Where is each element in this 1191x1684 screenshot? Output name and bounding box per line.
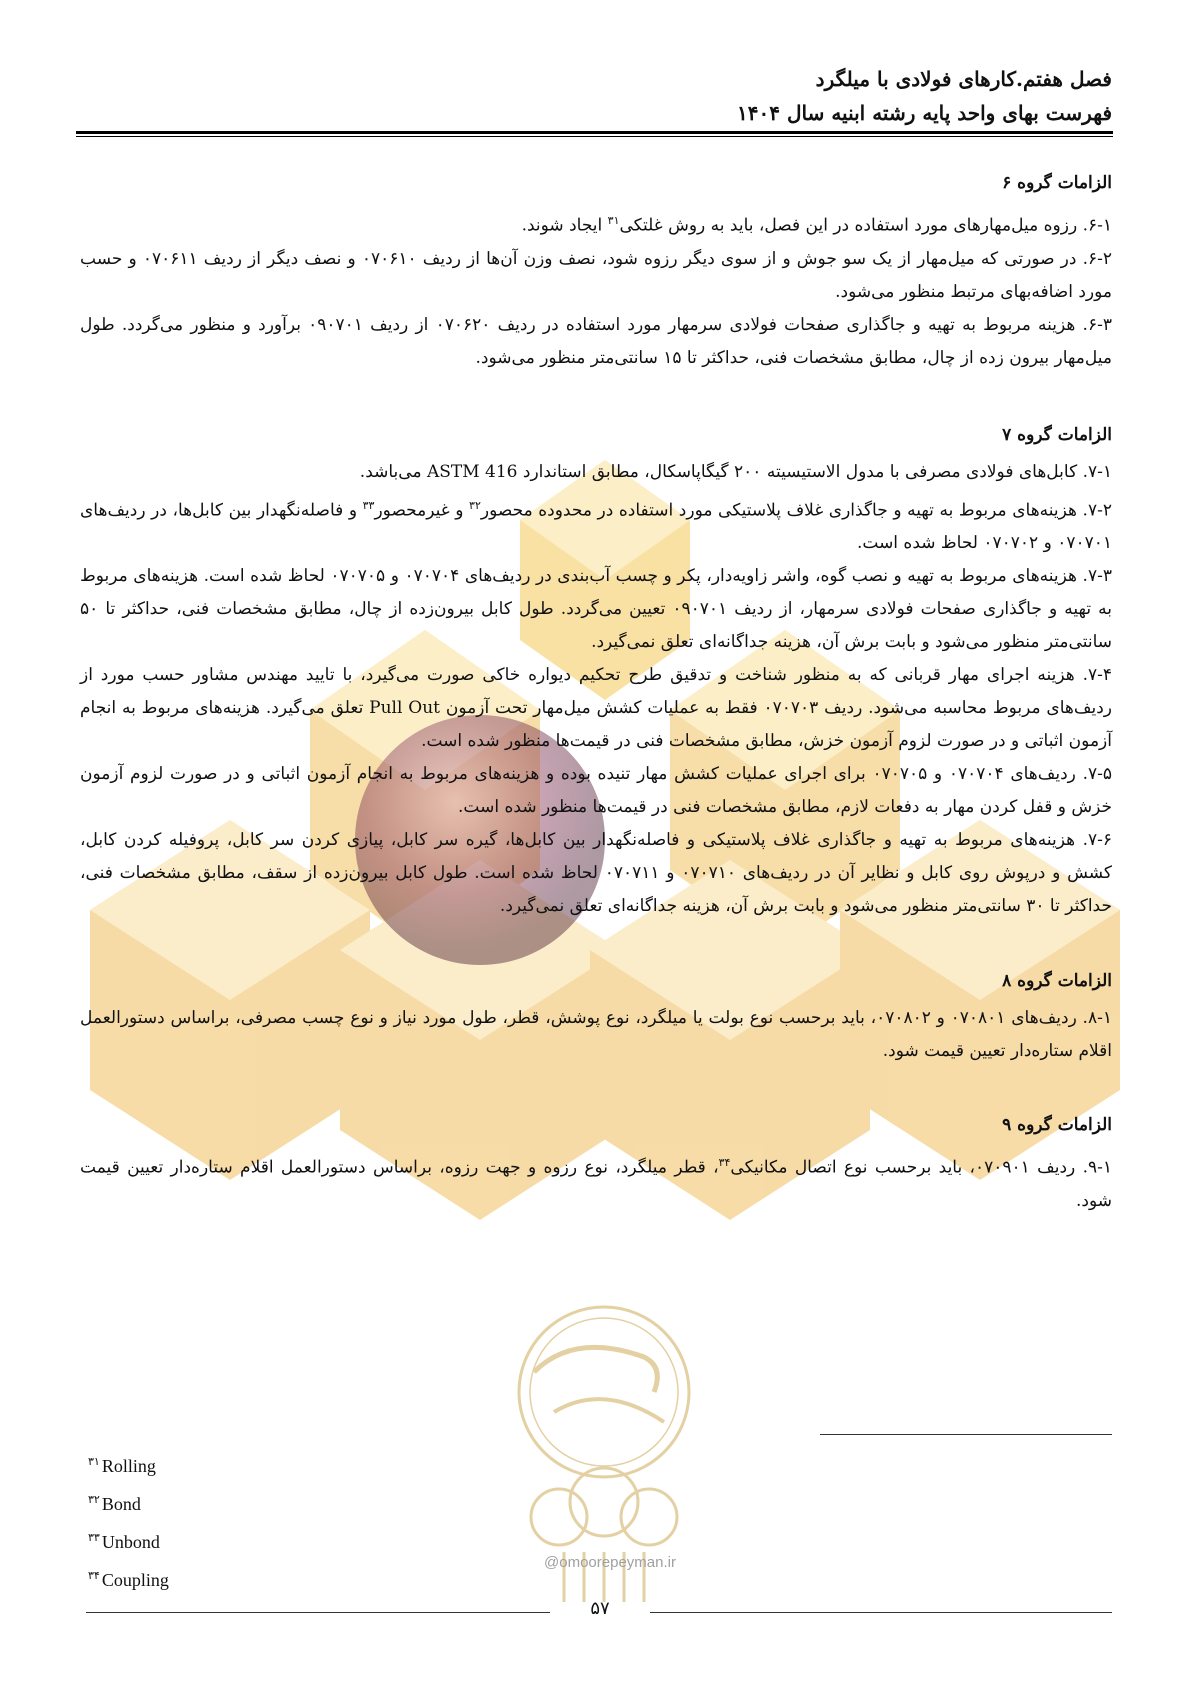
section-paragraph: ۷-۳. هزینه‌های مربوط به تهیه و نصب گوه، واشر زاویه‌دار، پکر و چسب آب‌بندی در ردیف‌های ۰۷۰۷۰۴ و ۰۷۰۷۰۵ لحاظ شده است. هزینه‌های مربوط به تهیه و جاگذاری صفحات فولادی سرمهار، از ردیف ۰۹۰۷۰۱ تعیین می‌گردد. طول کابل بیرون‌زده از چال، مطابق مشخصات فنی، حداکثر تا ۵۰ سانتی‌متر منظور می‌شود و بابت برش آن، هزینه جداگانه‌ای تعلق نمی‌گیرد. [80, 566, 1112, 653]
section-paragraph: ۶-۱. رزوه میل‌مهارهای مورد استفاده در این فصل، باید به روش غلتکی$^{۳۱}$ ایجاد شوند. [521, 214, 1112, 236]
footnote-number: ۳۴ [88, 1570, 100, 1582]
section-paragraph: ۸-۱. ردیف‌های ۰۷۰۸۰۱ و ۰۷۰۸۰۲، باید برحسب نوع بولت یا میلگرد، نوع پوشش، قطر، طول مورد نیاز و نوع چسب مصرفی، براساس دستورالعمل اقلام ستاره‌دار تعیین قیمت شود. [80, 1008, 1112, 1062]
section-paragraph: ۷-۶. هزینه‌های مربوط به تهیه و جاگذاری غلاف پلاستیکی و فاصله‌نگهدار بین کابل‌ها، گیره سر کابل، پیازی کردن سر کابل، پروفیله کردن کابل، کشش و درپوش روی کابل و نظایر آن در ردیف‌های ۰۷۰۷۱۰ و ۰۷۰۷۱۱ لحاظ شده است. طول کابل بیرون‌زده از سقف، مطابق مشخصات فنی، حداکثر تا ۳۰ سانتی‌متر منظور می‌شود و بابت برش آن، هزینه جداگانه‌ای تعلق نمی‌گیرد. [80, 830, 1112, 917]
section-paragraph: ۶-۳. هزینه مربوط به تهیه و جاگذاری صفحات فولادی سرمهار مورد استفاده در ردیف ۰۷۰۶۲۰ از ردیف ۰۹۰۷۰۱ برآورد و منظور می‌گردد. طول میل‌مهار بیرون زده از چال، مطابق مشخصات فنی، حداکثر تا ۱۵ سانتی‌متر منظور می‌شود. [80, 314, 1112, 368]
footnote-number: ۳۱ [88, 1456, 100, 1468]
section-title: الزامات گروه ۸ [1002, 971, 1112, 992]
footer-rule-right [650, 1612, 1112, 1613]
footnote-rule [820, 1434, 1112, 1435]
section-paragraph: ۷-۲. هزینه‌های مربوط به تهیه و جاگذاری غلاف پلاستیکی مورد استفاده در محدوده محصور$^{۳۲}$ و غیرمحصور$^{۳۳}$ و فاصله‌نگهدار بین کابل‌ها، در ردیف‌های ۰۷۰۷۰۱ و ۰۷۰۷۰۲ لحاظ شده است. [80, 498, 1112, 554]
document-title: فهرست بهای واحد پایه رشته ابنیه سال ۱۴۰۴ [737, 101, 1112, 125]
footer-rule-left [86, 1612, 550, 1613]
footnotes [88, 1445, 388, 1597]
section-paragraph: ۷-۴. هزینه اجرای مهار قربانی که به منظور شناخت و تدقیق طرح تحکیم دیواره خاکی صورت می‌گیرد، با تایید مهندس مشاور حسب مورد از ردیف‌های مربوط محاسبه می‌شود. ردیف ۰۷۰۷۰۳ فقط به عملیات کشش میل‌مهار تحت آزمون Pull Out تعلق می‌گیرد. هزینه‌های مربوط به انجام آزمون اثباتی و در صورت لزوم آزمون خزش، مطابق مشخصات فنی در قیمت‌ها منظور شده است. [80, 665, 1112, 752]
footnote-number: ۳۳ [88, 1532, 100, 1544]
footnote-number: ۳۲ [88, 1494, 100, 1506]
section-paragraph: ۷-۵. ردیف‌های ۰۷۰۷۰۴ و ۰۷۰۷۰۵ برای اجرای عملیات کشش مهار تنیده بوده و هزینه‌های مربوط به انجام آزمون اثباتی و در صورت لزوم آزمون خزش و قفل کردن مهار به دفعات لازم، مطابق مشخصات فنی در قیمت‌ها منظور شده است. [80, 764, 1112, 818]
section-title: الزامات گروه ۹ [1002, 1115, 1112, 1136]
page-number: ۵۷ [590, 1598, 610, 1619]
footnote-text: Coupling [101, 1570, 169, 1590]
footnote-item [88, 1483, 388, 1521]
header-rule-thick [76, 131, 1113, 134]
footnote-text: Rolling [101, 1456, 156, 1476]
footnote-text: Bond [101, 1494, 141, 1514]
footnote-text: Unbond [101, 1532, 160, 1552]
footnote-item [88, 1521, 388, 1559]
section-paragraph: ۷-۱. کابل‌های فولادی مصرفی با مدول الاستیسیته ۲۰۰ گیگاپاسکال، مطابق استاندارد ASTM 416 می‌باشد. [359, 461, 1112, 482]
chapter-title: فصل هفتم.کارهای فولادی با میلگرد [815, 67, 1112, 91]
page-header [77, 62, 1112, 130]
section-title: الزامات گروه ۶ [1002, 173, 1112, 193]
section-paragraph: ۹-۱. ردیف ۰۷۰۹۰۱، باید برحسب نوع اتصال مکانیکی$^{۳۴}$، قطر میلگرد، نوع رزوه و جهت رزوه، براساس دستورالعمل اقلام ستاره‌دار تعیین قیمت شود. [80, 1156, 1112, 1211]
header-rule-thin [76, 136, 1113, 137]
section-title: الزامات گروه ۷ [1002, 424, 1112, 445]
footnote-item [88, 1445, 388, 1483]
section-paragraph: ۶-۲. در صورتی که میل‌مهار از یک سو جوش و از سوی دیگر رزوه شود، نصف وزن آن‌ها از ردیف ۰۷۰۶۱۰ و نصف دیگر از ردیف ۰۷۰۶۱۱ و حسب مورد اضافه‌بهای مرتبط منظور می‌شود. [80, 248, 1112, 302]
main-content [80, 168, 1112, 1218]
watermark-site-text: @omoorepeyman.ir [544, 1554, 676, 1571]
footnote-item [88, 1559, 388, 1597]
